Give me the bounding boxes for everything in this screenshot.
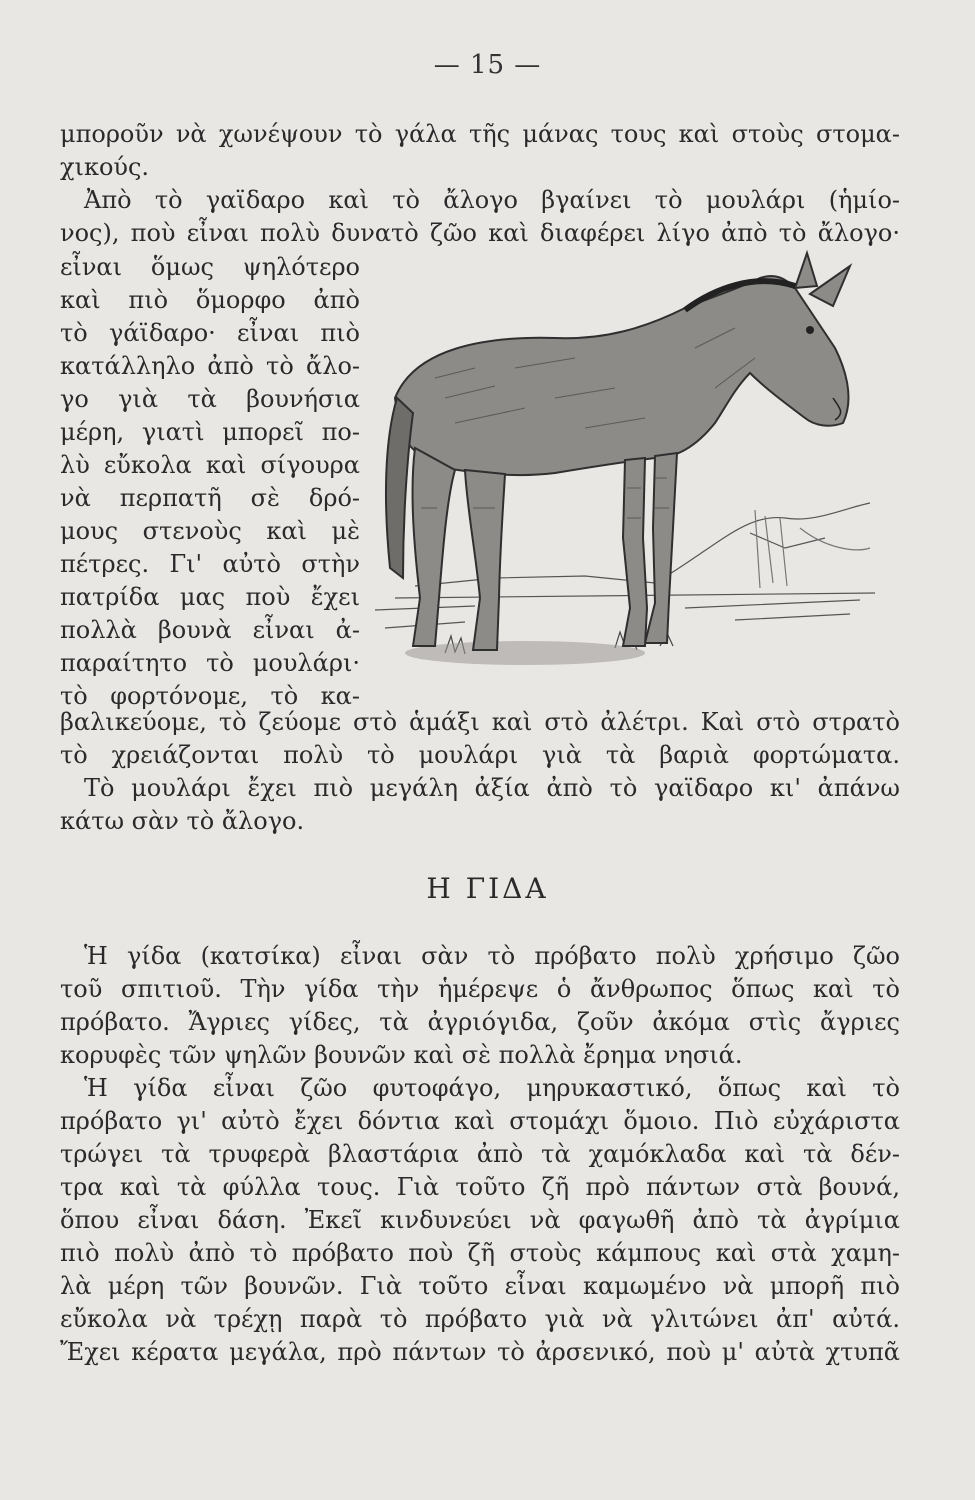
- text-line: κατάλληλο ἀπὸ τὸ ἄλο-: [60, 352, 360, 380]
- text-line: Ἡ γίδα (κατσίκα) εἶναι σὰν τὸ πρόβατο πολὺ χρήσιμο ζῶο: [84, 942, 900, 970]
- text-line: τὸ φορτόνομε, τὸ κα-: [60, 682, 360, 710]
- text-line: πολλὰ βουνὰ εἶναι ἀ-: [60, 616, 360, 644]
- text-line: μποροῦν νὰ χωνέψουν τὸ γάλα τῆς μάνας τους καὶ στοὺς στομα-: [60, 120, 900, 148]
- mule-paragraph-end: [60, 706, 900, 838]
- text-line: Τὸ μουλάρι ἔχει πιὸ μεγάλη ἀξία ἀπὸ τὸ γαϊδαρο κι' ἀπάνω: [84, 774, 900, 802]
- text-line: πρόβατο γι' αὐτὸ ἔχει δόντια καὶ στομάχι ὅμοιο. Πιὸ εὐχάριστα: [60, 1107, 900, 1135]
- mule-wrapped-text: [60, 251, 360, 713]
- text-line: κορυφὲς τῶν ψηλῶν βουνῶν καὶ σὲ πολλὰ ἔρημα νησιά.: [60, 1041, 743, 1069]
- text-line: μέρη, γιατὶ μπορεῖ πο-: [60, 418, 360, 446]
- text-line: εὔκολα νὰ τρέχῃ παρὰ τὸ πρόβατο γιὰ νὰ γλιτώνει ἀπ' αὐτά.: [60, 1305, 900, 1333]
- text-line: Ἔχει κέρατα μεγάλα, πρὸ πάντων τὸ ἀρσενικό, ποὺ μ' αὐτὰ χτυπᾶ: [60, 1338, 900, 1366]
- mule-figure: [386, 253, 850, 650]
- mule-illustration: [355, 248, 885, 688]
- text-line: ὅπου εἶναι δάση. Ἐκεῖ κινδυνεύει νὰ φαγωθῆ ἀπὸ τὰ ἀγρίμια: [60, 1206, 900, 1234]
- text-line: μους στενοὺς καὶ μὲ: [60, 517, 360, 545]
- text-line: λὰ μέρη τῶν βουνῶν. Γιὰ τοῦτο εἶναι καμωμένο νὰ μπορῆ πιὸ: [60, 1272, 900, 1300]
- text-line: τρώγει τὰ τρυφερὰ βλαστάρια ἀπὸ τὰ χαμόκλαδα καὶ τὰ δέν-: [60, 1140, 900, 1168]
- text-line: Ἀπὸ τὸ γαϊδαρο καὶ τὸ ἄλογο βγαίνει τὸ μουλάρι (ἡμίο-: [84, 186, 900, 214]
- text-line: βαλικεύομε, τὸ ζεύομε στὸ ἁμάξι καὶ στὸ ἀλέτρι. Καὶ στὸ στρατὸ: [60, 708, 900, 736]
- text-line: τρα καὶ τὰ φύλλα τους. Γιὰ τοῦτο ζῆ πρὸ πάντων στὰ βουνά,: [60, 1173, 900, 1201]
- text-line: τὸ γάϊδαρο· εἶναι πιὸ: [60, 319, 360, 347]
- text-line: πατρίδα μας ποὺ ἔχει: [60, 583, 360, 611]
- text-line: τὸ χρειάζονται πολὺ τὸ μουλάρι γιὰ τὰ βαριὰ φορτώματα.: [60, 741, 900, 769]
- text-line: Ἡ γίδα εἶναι ζῶο φυτοφάγο, μηρυκαστικό, ὅπως καὶ τὸ: [84, 1074, 900, 1102]
- intro-paragraph: [60, 118, 900, 184]
- page-number: — 15 —: [433, 50, 542, 80]
- text-line: νος), ποὺ εἶναι πολὺ δυνατὸ ζῶο καὶ διαφέρει λίγο ἀπὸ τὸ ἄλογο·: [60, 219, 900, 247]
- text-line: τοῦ σπιτιοῦ. Τὴν γίδα τὴν ἡμέρεψε ὁ ἄνθρωπος ὅπως καὶ τὸ: [60, 975, 900, 1003]
- text-line: εἶναι ὅμως ψηλότερο: [60, 253, 360, 281]
- text-line: γο γιὰ τὰ βουνήσια: [60, 385, 360, 413]
- text-line: νὰ περπατῆ σὲ δρό-: [60, 484, 360, 512]
- text-line: κάτω σὰν τὸ ἄλογο.: [60, 807, 305, 835]
- goat-paragraphs: [60, 940, 900, 1369]
- text-line: καὶ πιὸ ὅμορφο ἀπὸ: [60, 286, 360, 314]
- ground-shadow: [405, 641, 645, 665]
- text-line: λὺ εὔκολα καὶ σίγουρα: [60, 451, 360, 479]
- text-line: πρόβατο. Ἄγριες γίδες, τὰ ἀγριόγιδα, ζοῦν ἀκόμα στὶς ἄγριες: [60, 1008, 900, 1036]
- text-line: παραίτητο τὸ μουλάρι·: [60, 649, 360, 677]
- mule-paragraph-start: [60, 184, 900, 250]
- text-line: πιὸ πολὺ ἀπὸ τὸ πρόβατο ποὺ ζῆ στοὺς κάμπους καὶ στὰ χαμη-: [60, 1239, 900, 1267]
- text-line: πέτρες. Γι' αὐτὸ στὴν: [60, 550, 360, 578]
- text-line: χικούς.: [60, 153, 150, 181]
- section-heading: Η ΓΙΔΑ: [426, 872, 549, 905]
